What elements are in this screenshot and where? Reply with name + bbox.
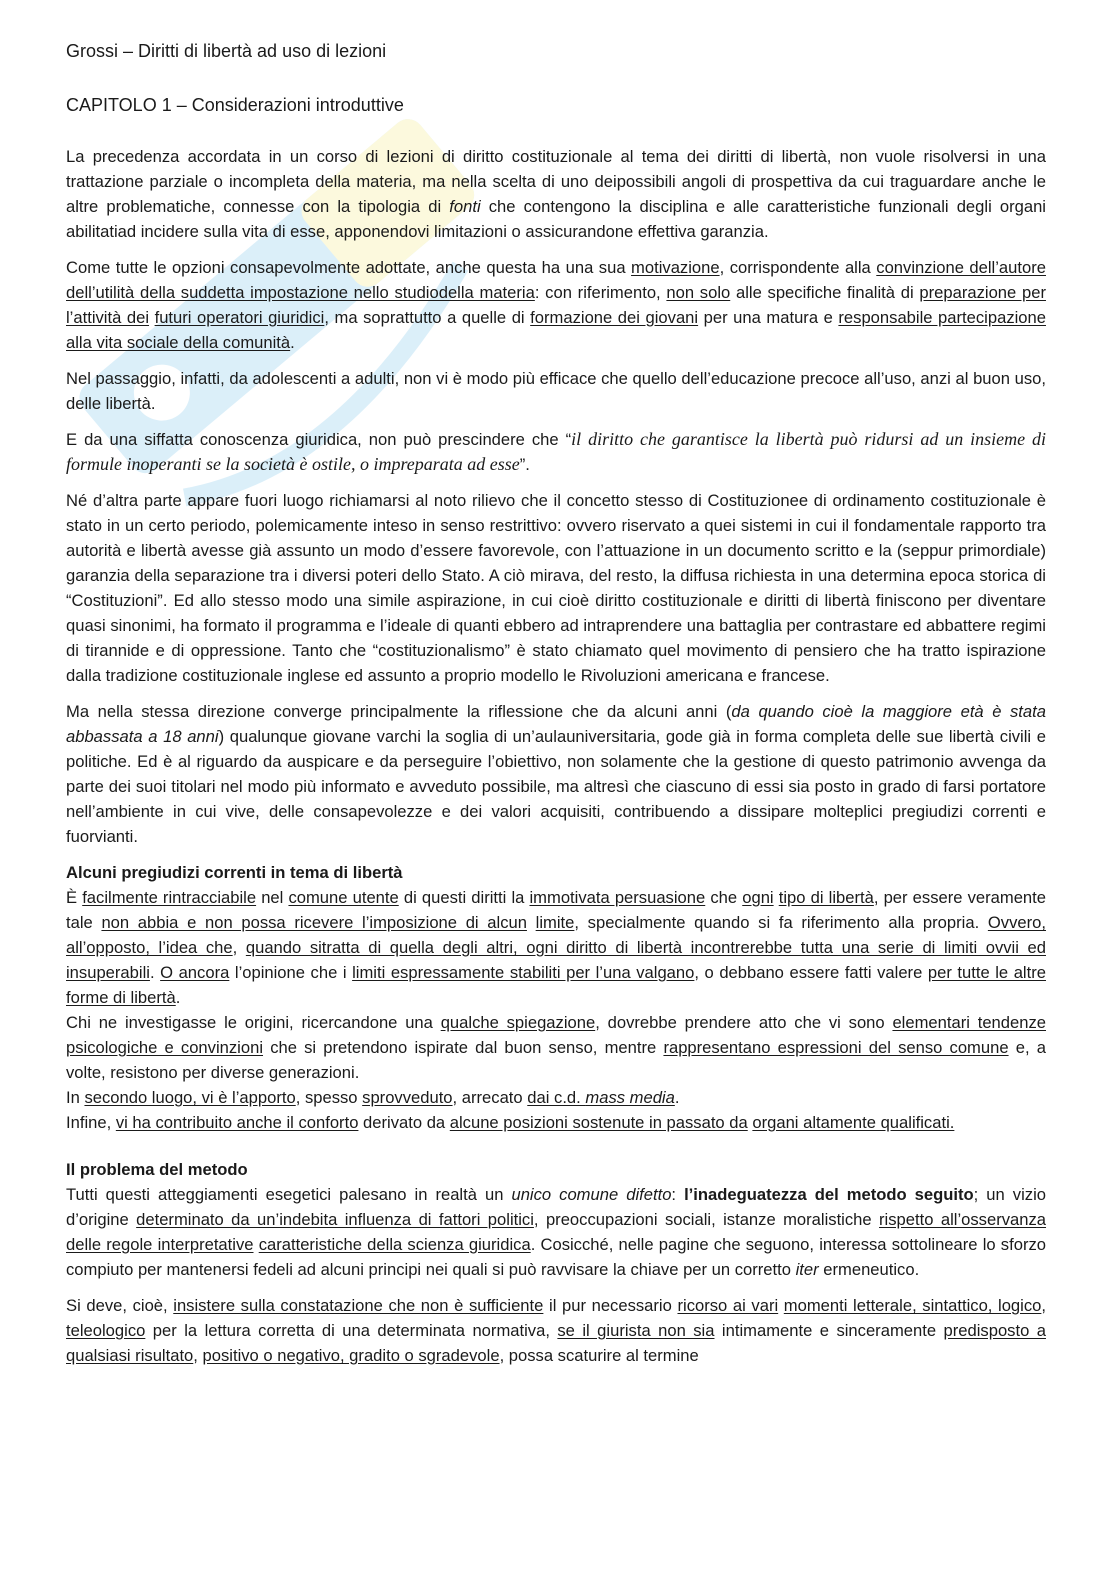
section-paragraph: Chi ne investigasse le origini, ricercandone una qualche spiegazione, dovrebbe prendere atto che vi sono elementari tendenze psicologiche e convinzioni che si pretendono ispirate dal buon senso, mentre rappresentano espressioni del senso comune e, a volte, resistono per diverse generazioni. [66,1013,1047,1082]
document-page [66,38,1046,1379]
section-paragraph: In secondo luogo, vi è l’apporto, spesso sprovveduto, arrecato dai c.d. mass media. [66,1088,680,1107]
section-paragraph: Si deve, cioè, insistere sulla constatazione che non è sufficiente il pur necessario ricorso ai vari momenti letterale, sintattico, logico, teleologico per la lettura corretta di una determinata normativa, se il giurista non sia intimamente e sinceramente predisposto a qualsiasi risultato, positivo o negativo, gradito o sgradevole, possa scaturire al termine [66,1296,1047,1365]
paragraph-2: Come tutte le opzioni consapevolmente adottate, anche questa ha una sua motivazione, corrispondente alla convinzione dell’autore dell’utilità della suddetta impostazione nello studiodella materia: con riferimento, non solo alle specifiche finalità di preparazione per l’attività dei futuri operatori giuridici, ma soprattutto a quelle di formazione dei giovani per una matura e responsabile partecipazione alla vita sociale della comunità. [66,258,1046,352]
section-paragraph: Tutti questi atteggiamenti esegetici palesano in realtà un unico comune difetto: l’inadeguatezza del metodo seguito; un vizio d’origine determinato da un’indebita influenza di fattori politici, preoccupazioni sociali, istanze moralistiche rispetto all’osservanza delle regole interpretative caratteristiche della scienza giuridica. Cosicché, nelle pagine che seguono, interessa sottolineare lo sforzo compiuto per mantenersi fedeli ad alcuni principi nei quali si può ravvisare la chiave per un corretto iter ermeneutico. [66,1185,1047,1279]
section-gap [66,1135,1046,1157]
chapter-heading: CAPITOLO 1 – Considerazioni introduttive [66,95,404,115]
document-title: Grossi – Diritti di libertà ad uso di lezioni [66,41,387,61]
paragraph-3: Nel passaggio, infatti, da adolescenti a adulti, non vi è modo più efficace che quello dell’educazione precoce all’uso, anzi al buon uso, delle libertà. [66,369,1046,413]
section-heading: Alcuni pregiudizi correnti in tema di libertà [66,863,403,882]
paragraph-4: E da una siffatta conoscenza giuridica, non può prescindere che “il diritto che garantisce la libertà può ridursi ad un insieme di formule inoperanti se la società è ostile, o impreparata ad esse”. [66,429,1046,474]
section-pregiudizi [66,860,1046,1135]
section-paragraph: È facilmente rintracciabile nel comune utente di questi diritti la immotivata persuasione che ogni tipo di libertà, per essere veramente tale non abbia e non possa ricevere l’imposizione di alcun limite, specialmente quando si fa riferimento alla propria. Ovvero, all’opposto, l’idea che, quando sitratta di quella degli altri, ogni diritto di libertà incontrerebbe tutta una serie di limiti ovvii ed insuperabili. O ancora l’opinione che i limiti espressamente stabiliti per l’una valgano, o debbano essere fatti valere per tutte le altre forme di libertà. [66,888,1046,1007]
paragraph-1: La precedenza accordata in un corso di lezioni di diritto costituzionale al tema dei diritti di libertà, non vuole risolversi in una trattazione parziale o incompleta della materia, ma nella scelta di uno deipossibili angoli di prospettiva da cui traguardare anche le altre problematiche, connesse con la tipologia di fonti che contengono la disciplina e alle caratteristiche funzionali degli organi abilitatiad incidere sulla vita di esse, apponendovi limitazioni o assicurandone effettiva garanzia. [66,147,1046,241]
section-heading: Il problema del metodo [66,1160,248,1179]
paragraph-5: Né d’altra parte appare fuori luogo richiamarsi al noto rilievo che il concetto stesso di Costituzionee di ordinamento costituzionale è stato in un certo periodo, polemicamente inteso in senso restrittivo: ovvero riservato a quei sistemi in cui il fondamentale rapporto tra autorità e libertà avesse già assunto un modo d’essere favorevole, con l’attuazione in un documento scritto e la (seppur primordiale) garanzia della separazione tra i diversi poteri dello Stato. A ciò mirava, del resto, la diffusa richiesta in una determina epoca storica di “Costituzioni”. Ed allo stesso modo una simile aspirazione, in cui cioè diritto costituzionale e diritti di libertà finiscono per diventare quasi sinonimi, ha formato il programma e l’ideale di quanti ebbero ad intraprendere una battaglia per contrastare ed abbattere regimi di tirannide e di oppressione. Tanto che “costituzionalismo” è stato chiamato quel movimento di pensiero che ha tratto ispirazione dalla tradizione costituzionale inglese ed assunto a proprio modello le Rivoluzioni americana e francese. [66,491,1046,685]
paragraph-6: Ma nella stessa direzione converge principalmente la riflessione che da alcuni anni (da quando cioè la maggiore età è stata abbassata a 18 anni) qualunque giovane varchi la soglia di un’aulauniversitaria, gode già in forma completa delle sue libertà civili e politiche. Ed è al riguardo da auspicare e da perseguire l’obiettivo, non solamente che la gestione di questo patrimonio avvenga da parte dei suoi titolari nel modo più informato e avveduto possibile, ma altresì che ciascuno di essi sia posto in grado di farsi portatore nell’ambiente in cui vive, delle consapevolezze e dei valori acquisiti, contribuendo a dissipare molteplici pregiudizi correnti e fuorvianti. [66,702,1046,846]
section-metodo [66,1157,1046,1368]
section-paragraph: Infine, vi ha contribuito anche il conforto derivato da alcune posizioni sostenute in passato da organi altamente qualificati. [66,1113,955,1132]
